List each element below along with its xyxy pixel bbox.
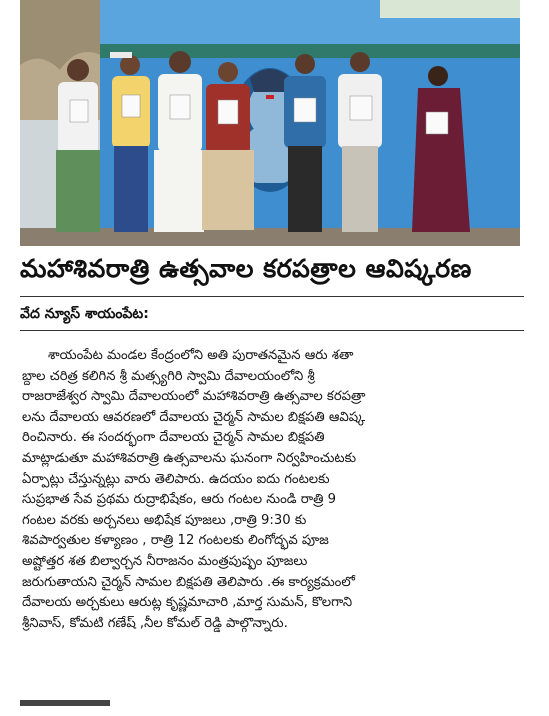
headline: మహాశివరాత్రి ఉత్సవాల కరపత్రాల ఆవిష్కరణ [20,254,472,283]
body-line: శ్రీనివాస్, కోమటి గణేష్ ,నీల కోమల్ రెడ్డి పాల్గొన్నారు. [22,615,288,631]
body-line: సుప్రభాత సేవ ప్రథమ రుద్రాభిషేకం, ఆరు గంటల నుండి రాత్రి 9 [22,492,336,508]
body-line: లను దేవాలయ ఆవరణలో దేవాలయ చైర్మన్ సామల బిక్షపతి ఆవిష్క [22,409,366,425]
body-line: గంటల వరకు అర్చనలు అభిషేక పూజలు ,రాత్రి 9:30 కు [22,512,307,528]
dateline: వేద న్యూస్ శాయంపేట: [20,306,149,322]
body-line: అష్టోత్తర శత బిల్వార్చన నీరాజనం మంత్రపుష్పం పూజలు [22,553,308,569]
person-4 [202,62,254,230]
body-line: రించినారు. ఈ సందర్భంగా దేవాలయ చైర్మన్ సామల బిక్షపతి [22,430,325,446]
body-line: మాట్లాడుతూ మహాశివరాత్రి ఉత్సవాలను ఘనంగా నిర్వహించుటకు [22,450,357,466]
body-line: రాజరాజేశ్వర స్వామి దేవాలయంలో మహాశివరాత్రి ఉత్సవాల కరపత్రా [22,389,366,405]
article-body [22,346,522,634]
body-line: శాయంపేట మండల కేంద్రంలోని అతి పురాతనమైన ఆరు శతా [48,348,354,363]
person-2 [110,52,150,232]
photo-illustration [20,0,520,246]
person-6 [338,52,382,232]
body-line: జరుగుతాయని చైర్మన్ సామల బిక్షపతి తెలిపారు .ఈ కార్యక్రమంలో [22,574,355,590]
body-line: బ్దాల చరిత్ర కలిగిన శ్రీ మత్స్యగిరి స్వామి దేవాలయంలోని శ్రీ [22,368,315,384]
dateline-divider [20,330,524,331]
news-photo [20,0,520,246]
person-5 [284,54,326,232]
body-line: ఏర్పాట్లు చేస్తున్నట్లు వారు తెలిపారు. ఉదయం ఐదు గంటలకు [22,471,330,487]
person-3 [154,51,204,232]
headline-divider [20,296,524,297]
next-article-rule [20,700,110,706]
person-1 [56,59,100,232]
body-line: దేవాలయ అర్చకులు ఆరుట్ల కృష్ణమాచారి ,మార్త సుమన్, కొలగాని [22,595,353,611]
body-line: శివపార్వతుల కళ్యాణం , రాత్రి 12 గంటలకు లింగోద్భవ పూజ [22,533,329,549]
